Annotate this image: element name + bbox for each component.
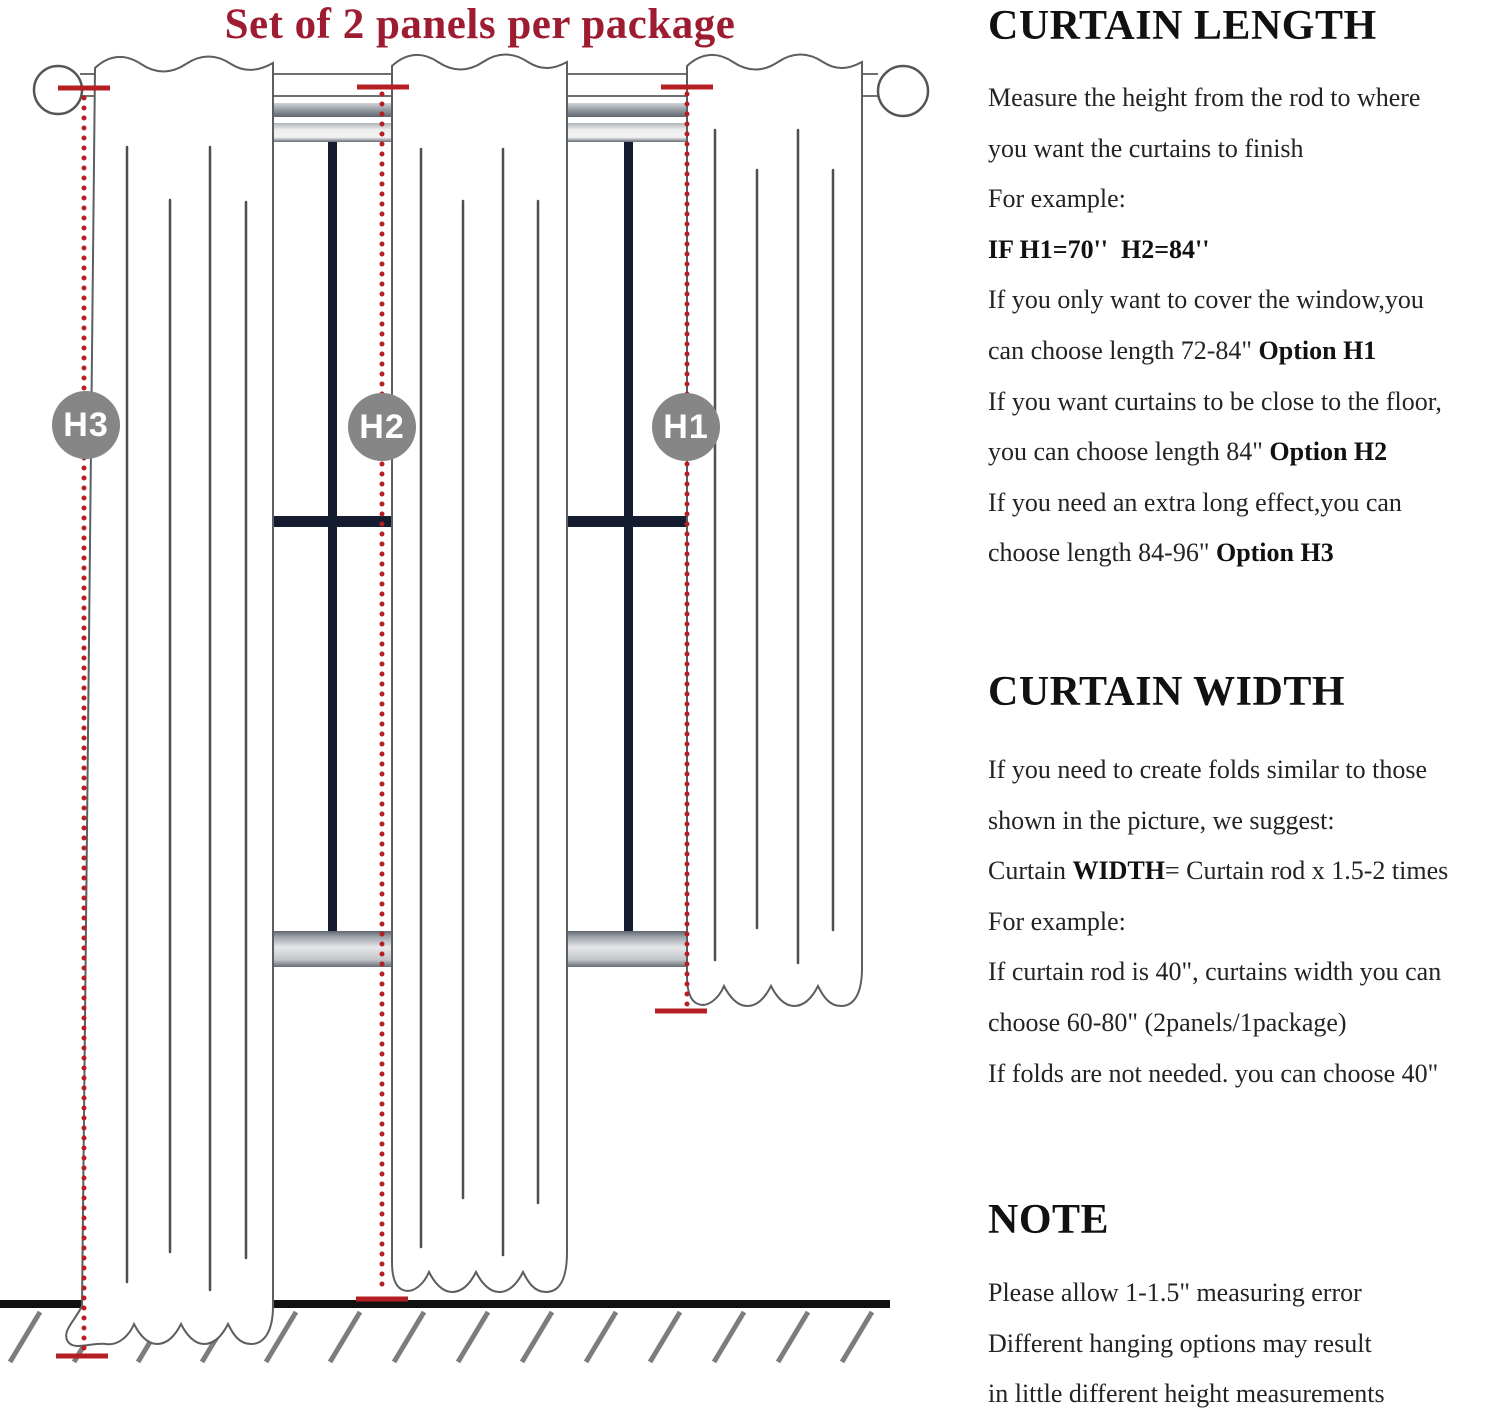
line-segment: you want the curtains to finish [988,133,1304,163]
line-segment: shown in the picture, we suggest: [988,805,1335,835]
curtain-panel-h3 [66,57,273,1347]
line-segment: If you need an extra long effect,you can [988,487,1402,517]
badge-h3: H3 [52,391,120,459]
line-segment: Curtain [988,856,1073,886]
badge-h2: H2 [348,393,416,461]
line-segment: Option H2 [1269,437,1388,467]
line-segment: Please allow 1-1.5" measuring error [988,1278,1362,1307]
text-line [988,427,1500,478]
section-heading-curtain-length: CURTAIN LENGTH [988,3,1377,49]
line-segment: If curtain rod is 40", curtains width you can [988,957,1442,987]
text-line [988,377,1500,428]
text-line [988,1319,1500,1370]
line-segment: If you want curtains to be close to the floor, [988,386,1442,416]
note-body [988,1268,1500,1413]
line-segment: you can choose length 84" [988,437,1270,467]
text-line [988,745,1500,796]
text-line [988,225,1500,276]
line-segment: choose length 84-96" [988,538,1216,568]
text-line [988,1369,1500,1413]
diagram-title: Set of 2 panels per package [224,1,736,48]
line-segment: = Curtain rod x 1.5-2 times [1164,856,1449,886]
curtain-panel-h2 [392,55,567,1293]
line-segment: in little different height measurements [988,1379,1385,1409]
line-segment: Different hanging options may result [988,1328,1372,1358]
line-segment: If folds are not needed. you can choose 40" [988,1058,1439,1088]
text-line [988,846,1500,897]
line-segment: If you need to create folds similar to those [988,755,1427,784]
text-line [988,174,1500,225]
text-line [988,1049,1500,1100]
text-line [988,124,1500,175]
line-segment: can choose length 72-84" [988,335,1259,365]
text-line [988,947,1500,998]
line-segment: Option H1 [1258,335,1377,365]
line-segment: Measure the height from the rod to where [988,83,1421,112]
text-line [988,998,1500,1049]
badge-h1: H1 [652,393,720,461]
line-segment: IF H1=70'' H2=84'' [988,234,1210,264]
section-heading-note: NOTE [988,1197,1110,1243]
finial-right-icon [878,66,928,116]
section-heading-curtain-width: CURTAIN WIDTH [988,669,1346,715]
text-line [988,326,1500,377]
text-line [988,897,1500,948]
curtain-length-body [988,73,1500,579]
curtain-width-body [988,745,1500,1099]
text-line [988,1268,1500,1319]
text-line [988,73,1500,124]
line-segment: For example: [988,906,1126,936]
curtain-panel-h1 [687,55,862,1007]
line-segment: WIDTH [1072,856,1165,886]
line-segment: Option H3 [1215,538,1334,568]
text-line [988,478,1500,529]
text-line [988,796,1500,847]
line-segment: If you only want to cover the window,you [988,285,1424,315]
text-line [988,275,1500,326]
text-line [988,528,1500,579]
line-segment: For example: [988,184,1126,214]
line-segment: choose 60-80" (2panels/1package) [988,1007,1347,1037]
